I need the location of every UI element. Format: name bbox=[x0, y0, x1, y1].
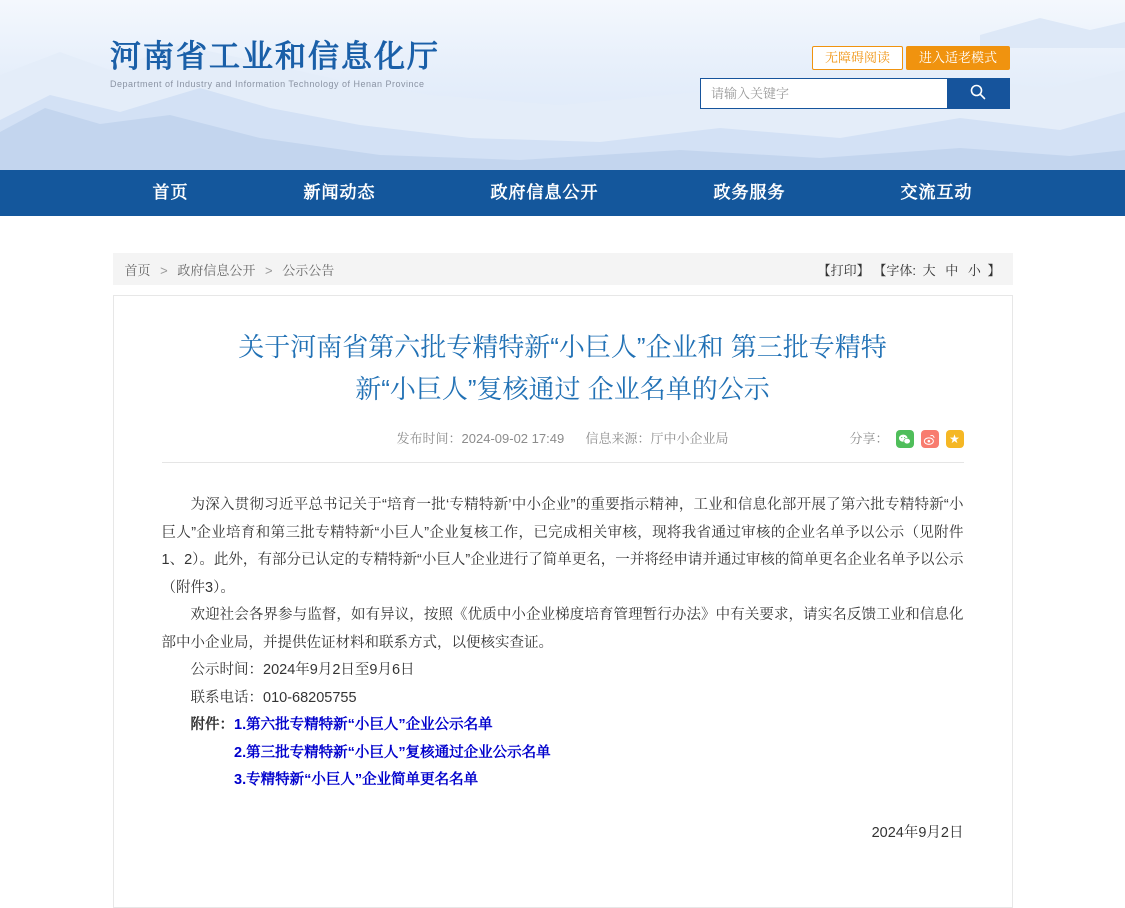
breadcrumb-separator: > bbox=[160, 262, 168, 278]
publish-time-label: 发布时间： bbox=[396, 431, 462, 446]
page-tools bbox=[818, 260, 1001, 279]
publish-time: 2024-09-02 17:49 bbox=[461, 431, 565, 446]
search-icon bbox=[969, 83, 987, 104]
main-navigation bbox=[0, 170, 1125, 216]
print-button[interactable]: 【打印】 bbox=[817, 262, 870, 278]
nav-item-interaction[interactable]: 交流互动 bbox=[900, 183, 973, 202]
share-qzone-icon[interactable]: ★ bbox=[946, 430, 964, 448]
meta-divider bbox=[162, 462, 964, 463]
paragraph-1: 为深入贯彻习近平总书记关于“培育一批‘专精特新’中小企业”的重要指示精神，工业和信息化部开展了第六批专精特新“小巨人”企业培育和第三批专精特新“小巨人”企业复核工作，已完成相关审核，现将我省通过审核的企业名单予以公示（见附件1、2）。此外，有部分已认定的专精特新“小巨人”企业进行了简单更名，一并将经申请并通过审核的简单更名企业名单予以公示（附件3）。 bbox=[161, 497, 964, 596]
nav-item-news[interactable]: 新闻动态 bbox=[303, 183, 376, 202]
attachment-link-3[interactable]: 3.专精特新“小巨人”企业简单更名名单 bbox=[234, 772, 479, 788]
font-size-label-end: 】 bbox=[987, 262, 1001, 278]
contact-phone-line: 联系电话：010-68205755 bbox=[190, 689, 357, 706]
breadcrumb-home[interactable]: 首页 bbox=[124, 262, 151, 278]
font-size-medium-button[interactable]: 中 bbox=[945, 262, 959, 278]
search-input[interactable] bbox=[701, 79, 947, 108]
article-card bbox=[113, 295, 1013, 908]
article-body bbox=[162, 492, 964, 847]
header-right-panel bbox=[700, 46, 1010, 109]
breadcrumb bbox=[125, 260, 335, 279]
site-name-english: Department of Industry and Information Technology of Henan Province bbox=[110, 79, 425, 89]
source-value: 厅中小企业局 bbox=[650, 431, 729, 446]
share-label: 分享： bbox=[849, 431, 889, 446]
breadcrumb-gov-info[interactable]: 政府信息公开 bbox=[177, 262, 256, 278]
search-bar bbox=[700, 78, 1010, 109]
share-weibo-icon[interactable] bbox=[921, 430, 939, 448]
attachments-label: 附件： bbox=[190, 717, 234, 733]
mode-buttons bbox=[700, 46, 1010, 70]
title-line-2: 新“小巨人”复核通过 企业名单的公示 bbox=[355, 374, 770, 404]
share-wechat-icon[interactable] bbox=[896, 430, 914, 448]
notice-period-line: 公示时间：2024年9月2日至9月6日 bbox=[190, 662, 415, 678]
attachment-link-2[interactable]: 2.第三批专精特新“小巨人”复核通过企业公示名单 bbox=[234, 744, 551, 761]
font-size-label: 【字体: bbox=[873, 262, 916, 278]
site-header bbox=[0, 0, 1125, 170]
font-size-large-button[interactable]: 大 bbox=[922, 262, 936, 278]
document-date: 2024年9月2日 bbox=[871, 824, 964, 841]
nav-item-home[interactable]: 首页 bbox=[152, 183, 189, 202]
site-name: 河南省工业和信息化厅 bbox=[110, 39, 440, 74]
search-button[interactable] bbox=[947, 79, 1009, 108]
elder-mode-button[interactable]: 进入适老模式 bbox=[906, 46, 1010, 70]
title-line-1: 关于河南省第六批专精特新“小巨人”企业和 第三批专精特 bbox=[238, 332, 887, 362]
accessibility-reading-button[interactable]: 无障碍阅读 bbox=[812, 46, 903, 70]
nav-item-services[interactable]: 政务服务 bbox=[713, 183, 786, 202]
attachments-block bbox=[162, 712, 964, 795]
breadcrumb-bar bbox=[113, 253, 1013, 285]
source-label: 信息来源： bbox=[585, 431, 651, 446]
breadcrumb-separator: > bbox=[265, 262, 273, 278]
paragraph-2: 欢迎社会各界参与监督，如有异议，按照《优质中小企业梯度培育管理暂行办法》中有关要求，请实名反馈工业和信息化部中小企业局，并提供佐证材料和联系方式，以便核实查证。 bbox=[161, 607, 964, 651]
breadcrumb-announcements[interactable]: 公示公告 bbox=[282, 262, 335, 278]
article-meta-row bbox=[162, 428, 964, 450]
font-size-small-button[interactable]: 小 bbox=[967, 262, 981, 278]
nav-item-gov-info[interactable]: 政府信息公开 bbox=[490, 183, 599, 202]
attachment-link-1[interactable]: 1.第六批专精特新“小巨人”企业公示名单 bbox=[234, 717, 493, 733]
site-logo bbox=[110, 40, 440, 89]
page-title bbox=[162, 326, 964, 410]
share-box bbox=[849, 428, 963, 450]
